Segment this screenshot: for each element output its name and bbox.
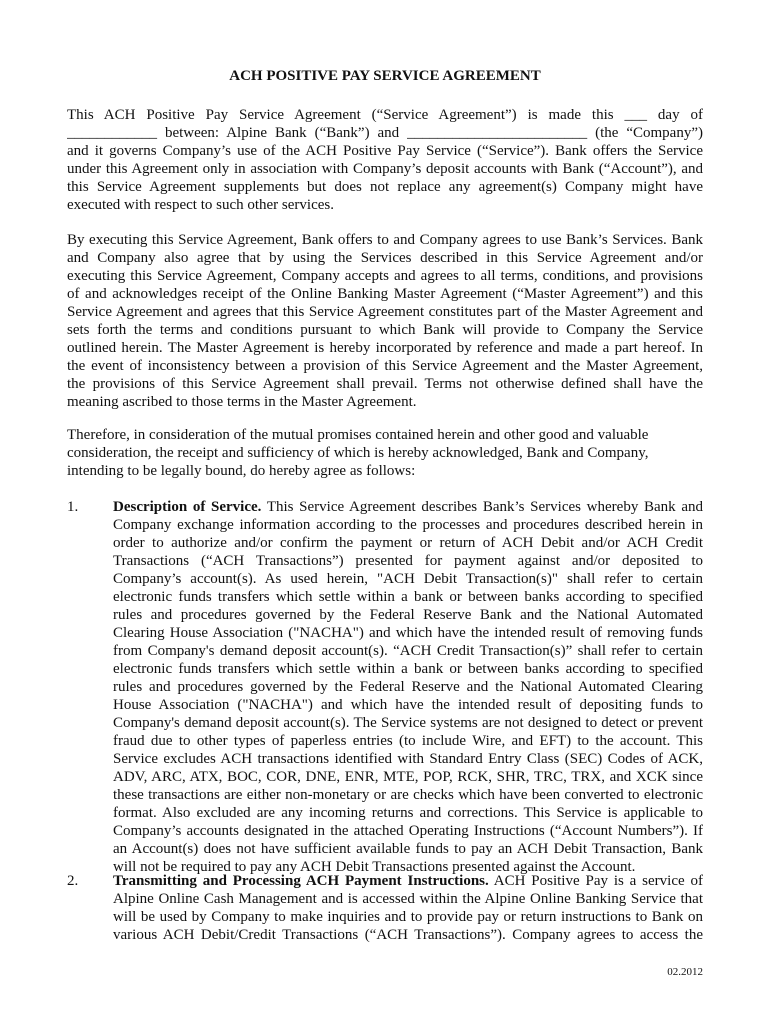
text-line: Transactions (“ACH Transactions”) presented for payment against and/or deposited to [113, 553, 703, 569]
text-line: rules and procedures governed by the Federal Reserve Bank and the National Automated [113, 607, 703, 623]
text-line: an Account(s) does not have sufficient available funds to pay an ACH Debit Transaction, Bank [113, 841, 703, 857]
text-line: Alpine Online Cash Management and is accessed within the Alpine Online Banking Service that [113, 891, 703, 907]
consideration-paragraph [67, 426, 703, 480]
text-line: electronic funds transfers which settle within a bank or between banks according to specified [113, 661, 703, 677]
text-line: intending to be legally bound, do hereby agree as follows: [67, 463, 416, 479]
text-line: will not be required to pay any ACH Debit Transactions presented against the Account. [113, 859, 636, 875]
section-number: 1. [67, 499, 79, 515]
text-line: Company's demand deposit account(s). The Service systems are not designed to detect or prevent [113, 715, 703, 731]
text-line: outlined herein. The Master Agreement is hereby incorporated by reference and made a part hereof. In [67, 340, 703, 356]
text-line: meaning ascribed to those terms in the Master Agreement. [67, 394, 417, 410]
text-line: Therefore, in consideration of the mutual promises contained herein and other good and valuable [67, 427, 649, 443]
text-line: under this Agreement only in association with Company’s deposit accounts with Bank (“Account”), and [67, 161, 703, 177]
text-line: this Service Agreement supplements but does not replace any agreement(s) Company might have [67, 179, 703, 195]
text-line: sets forth the terms and conditions pursuant to which Bank will provide to Company the Service [67, 322, 703, 338]
text-line: format. Also excluded are any incoming returns and corrections. This Service is applicable to [113, 805, 703, 821]
text-line: fraud due to other types of paperless entries (to include Wire, and EFT) to the account. This [113, 733, 703, 749]
text-span: ACH Positive Pay is a service of [488, 873, 703, 889]
text-line: By executing this Service Agreement, Bank offers to and Company agrees to use Bank’s Services. Bank [67, 232, 703, 248]
section-2-transmitting-instructions [67, 872, 703, 944]
text-line: various ACH Debit/Credit Transactions (“ACH Transactions”). Company agrees to access the [113, 927, 703, 943]
text-line: will be used by Company to make inquiries and to provide pay or return instructions to Bank on [113, 909, 703, 925]
text-line: order to authorize and/or confirm the payment or return of ACH Debit and/or ACH Credit [113, 535, 703, 551]
text-line: Company’s account(s). As used herein, "ACH Debit Transaction(s)" shall refer to certain [113, 571, 703, 587]
text-line: Clearing House Association ("NACHA") and which have the intended result of removing funds [113, 625, 703, 641]
text-line: executing this Service Agreement, Company accepts and agrees to all terms, conditions, and provisions [67, 268, 703, 284]
text-line: and Company also agree that by using the Services described in this Service Agreement and/or [67, 250, 703, 266]
text-line: Service excludes ACH transactions identified with Standard Entry Class (SEC) Codes of ACK, [113, 751, 703, 767]
text-line: of and acknowledges receipt of the Online Banking Master Agreement (“Master Agreement”) and this [67, 286, 703, 302]
text-line: ADV, ARC, ATX, BOC, COR, DNE, ENR, MTE, POP, RCK, SHR, TRC, TRX, and XCK since [113, 769, 703, 785]
section-heading: Description of Service. [113, 499, 262, 515]
text-line: Company exchange information according to the processes and procedures described herein in [113, 517, 703, 533]
text-line: rules and procedures governed by the Federal Reserve and the National Automated Clearing [113, 679, 703, 695]
text-line [113, 498, 703, 516]
execution-paragraph [67, 231, 703, 411]
text-line: and it governs Company’s use of the ACH Positive Pay Service (“Service”). Bank offers the Service [67, 143, 703, 159]
footer-revision-date: 02.2012 [667, 966, 703, 978]
section-body [113, 498, 703, 876]
text-line: House Association ("NACHA") and which have the intended result of depositing funds to [113, 697, 703, 713]
text-line: electronic funds transfers which settle within a bank or between banks according to specified [113, 589, 703, 605]
text-line: This ACH Positive Pay Service Agreement (“Service Agreement”) is made this ___ day of [67, 107, 703, 123]
section-1-description-of-service [67, 498, 703, 876]
text-line: the provisions of this Service Agreement shall prevail. Terms not otherwise defined shall have the [67, 376, 703, 392]
text-line: executed with respect to such other services. [67, 197, 334, 213]
text-line: from Company's demand deposit account(s). “ACH Credit Transaction(s)” shall refer to certain [113, 643, 703, 659]
section-number: 2. [67, 873, 79, 889]
text-line: the event of inconsistency between a provision of this Service Agreement and the Master Agreement, [67, 358, 703, 374]
section-body [113, 872, 703, 944]
text-line: ____________ between: Alpine Bank (“Bank”) and ________________________ (the “Company”) [67, 125, 703, 141]
text-line: Company’s accounts designated in the attached Operating Instructions (“Account Numbers”). If [113, 823, 703, 839]
text-line [113, 872, 703, 890]
text-line: these transactions are either non-monetary or are checks which have been converted to electronic [113, 787, 703, 803]
text-line: Service Agreement and agrees that this Service Agreement constitutes part of the Master Agreement and [67, 304, 703, 320]
intro-paragraph [67, 106, 703, 214]
text-line: consideration, the receipt and sufficiency of which is hereby acknowledged, Bank and Company, [67, 445, 649, 461]
document-title: ACH POSITIVE PAY SERVICE AGREEMENT [229, 68, 541, 84]
text-span: This Service Agreement describes Bank’s Services whereby Bank and [261, 499, 703, 515]
section-heading: Transmitting and Processing ACH Payment Instructions. [113, 873, 489, 889]
